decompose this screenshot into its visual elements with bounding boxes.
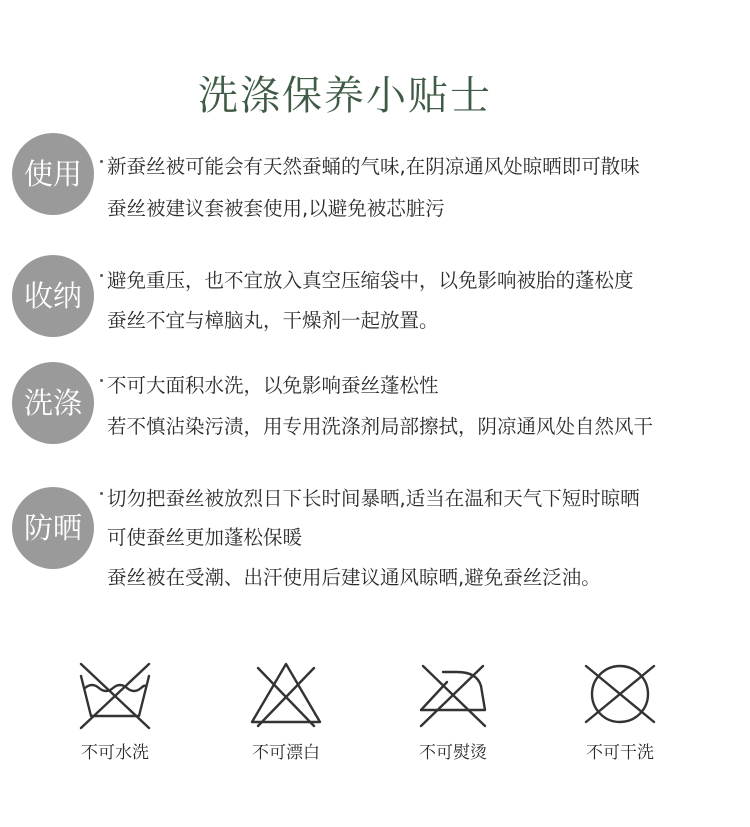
badge-usage: 使用	[12, 133, 94, 215]
tip-line: 可使蚕丝更加蓬松保暖	[107, 526, 303, 549]
tip-line: 避免重压，也不宜放入真空压缩袋中，以免影响被胎的蓬松度	[107, 269, 634, 292]
tip-line: 不可大面积水洗，以免影响蚕丝蓬松性	[107, 374, 439, 397]
tip-line: 蚕丝被在受潮、出汗使用后建议通风晾晒,避免蚕丝泛油。	[107, 566, 601, 589]
tip-line: 蚕丝被建议套被套使用,以避免被芯脏污	[107, 197, 445, 220]
page-title: 洗涤保养小贴士	[198, 73, 492, 119]
care-label-no-wash: 不可水洗	[81, 743, 149, 763]
tip-line: 若不慎沾染污渍，用专用洗涤剂局部擦拭，阴凉通风处自然风干	[107, 415, 654, 438]
no-iron-icon	[413, 658, 493, 730]
badge-storage: 收纳	[12, 255, 94, 337]
tip-line: 切勿把蚕丝被放烈日下长时间暴晒,适当在温和天气下短时晾晒	[107, 487, 640, 510]
no-wash-icon	[75, 658, 155, 730]
bullet-dot	[100, 492, 103, 495]
no-dry-clean-icon	[578, 658, 662, 730]
care-label-no-iron: 不可熨烫	[419, 743, 487, 763]
care-label-no-dry-clean: 不可干洗	[586, 743, 654, 763]
badge-sun-protection: 防晒	[12, 487, 94, 569]
tip-line: 蚕丝不宜与樟脑丸，干燥剂一起放置。	[107, 309, 439, 332]
bullet-dot	[100, 379, 103, 382]
badge-washing: 洗涤	[12, 362, 94, 444]
no-bleach-icon	[246, 658, 326, 730]
bullet-dot	[100, 274, 103, 277]
care-label-no-bleach: 不可漂白	[252, 743, 320, 763]
bullet-dot	[100, 160, 103, 163]
tip-line: 新蚕丝被可能会有天然蚕蛹的气味,在阴凉通风处晾晒即可散味	[107, 155, 640, 178]
